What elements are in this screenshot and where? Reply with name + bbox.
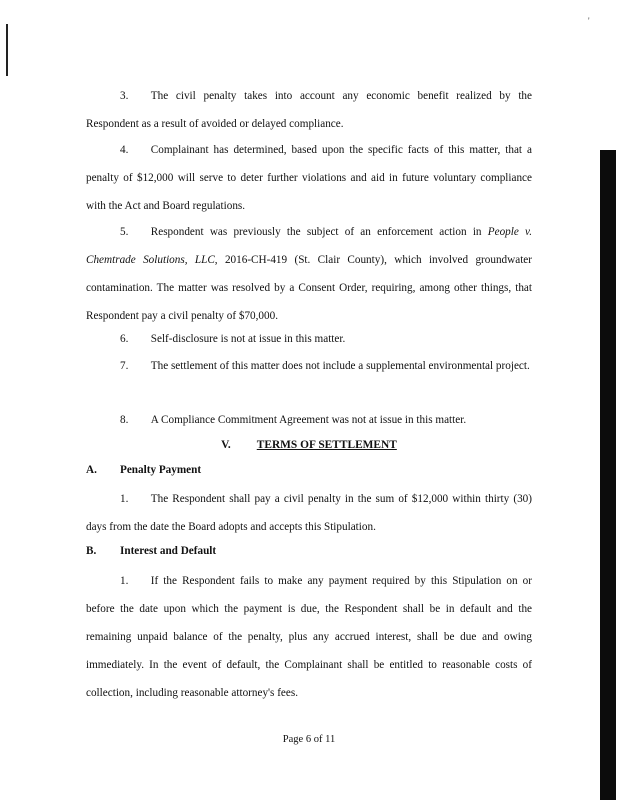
subsection-a-letter: A. xyxy=(86,464,97,476)
section-number: V. xyxy=(221,439,231,451)
case-citation: People v. Chemtrade Solutions, LLC xyxy=(86,226,532,266)
paragraph-4: 4. Complainant has determined, based upon the specific facts of this matter, that a penalty of $12,000 will serve to deter further violations and aid in future voluntary compliance with the Act and Board regulations. xyxy=(86,144,532,212)
paragraph-5-lead: 5. Respondent was previously the subject of an enforcement action in xyxy=(120,226,488,238)
subsection-a-heading xyxy=(86,464,201,476)
page-number: Page 6 of 11 xyxy=(282,734,336,745)
subsection-b-letter: B. xyxy=(86,545,97,557)
subsection-a-title: Penalty Payment xyxy=(120,464,202,476)
paragraph-5 xyxy=(86,218,532,330)
section-heading xyxy=(0,439,618,451)
paragraph-7: 7. The settlement of this matter does not include a supplemental environmental project. xyxy=(120,360,530,372)
subsection-b-title: Interest and Default xyxy=(120,545,217,557)
paragraph-5-rest: , 2016-CH-419 (St. Clair County), which involved groundwater contamination. The matter was resolved by a Consent Order, requiring, among other things, that Respondent pay a civil penalty of $70,000. xyxy=(86,254,532,322)
subsection-b-heading xyxy=(86,545,216,557)
penalty-payment-paragraph: 1. The Respondent shall pay a civil penalty in the sum of $12,000 within thirty (30) days from the date the Board adopts and accepts this Stipulation. xyxy=(86,493,532,533)
interest-default-paragraph: 1. If the Respondent fails to make any payment required by this Stipulation on or before the date upon which the payment is due, the Respondent shall be in default and the remaining unpaid balance of the penalty, plus any accrued interest, shall be due and owing immediately. In the event of default, the Complainant shall be entitled to reasonable costs of collection, including reasonable attorney's fees. xyxy=(86,575,532,699)
paragraph-3: 3. The civil penalty takes into account any economic benefit realized by the Respondent as a result of avoided or delayed compliance. xyxy=(86,90,532,130)
section-title: TERMS OF SETTLEMENT xyxy=(256,439,397,451)
scan-edge-border xyxy=(600,150,616,800)
scan-edge-mark xyxy=(6,24,8,76)
corner-mark: ' xyxy=(588,16,590,26)
paragraph-6: 6. Self-disclosure is not at issue in this matter. xyxy=(120,333,346,345)
paragraph-8: 8. A Compliance Commitment Agreement was not at issue in this matter. xyxy=(120,414,467,426)
